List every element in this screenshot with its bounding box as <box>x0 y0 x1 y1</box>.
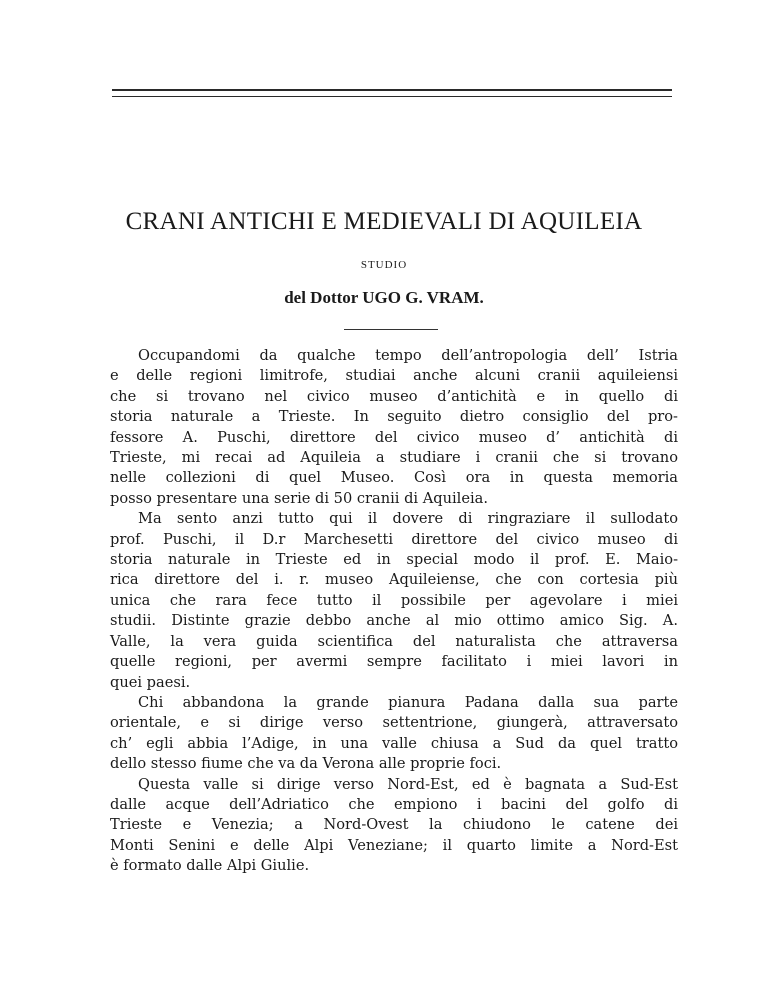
body-line: che si trovano nel civico museo d’antichità e in quello di <box>110 387 678 405</box>
body-line: Questa valle si dirige verso Nord-Est, ed è bagnata a Sud-Est <box>138 775 678 793</box>
body-line: dello stesso fiume che va da Verona alle proprie foci. <box>110 755 502 773</box>
article-body <box>110 346 678 877</box>
body-line: quelle regioni, per avermi sempre facilitato i miei lavori in <box>110 653 678 671</box>
body-line: Trieste e Venezia; a Nord-Ovest la chiudono le catene dei <box>110 816 678 834</box>
body-line: fessore A. Puschi, direttore del civico museo d’ antichità di <box>110 428 678 446</box>
body-line: Ma sento anzi tutto qui il dovere di ringraziare il sullodato <box>138 510 678 528</box>
article-author: del Dottor UGO G. VRAM. <box>284 288 484 307</box>
body-line: Valle, la vera guida scientifica del naturalista che attraversa <box>110 632 678 650</box>
body-line: Trieste, mi recai ad Aquileia a studiare i cranii che si trovano <box>110 449 678 467</box>
body-line: nelle collezioni di quel Museo. Così ora in questa memoria <box>110 469 678 487</box>
body-line: ch’ egli abbia l’Adige, in una valle chiusa a Sud da quel tratto <box>110 734 678 752</box>
body-line: è formato dalle Alpi Giulie. <box>110 857 310 875</box>
body-line: orientale, e si dirige verso settentrione, giungerà, attraversato <box>110 714 678 732</box>
body-line: e delle regioni limitrofe, studiai anche alcuni cranii aquileiensi <box>110 367 678 385</box>
body-line: quei paesi. <box>110 673 191 691</box>
body-line: Occupandomi da qualche tempo dell’antropologia dell’ Istria <box>138 347 678 364</box>
body-line: rica direttore del i. r. museo Aquileiense, che con cortesia più <box>110 571 678 589</box>
title-separator-rule <box>344 329 438 330</box>
body-line: studii. Distinte grazie debbo anche al mio ottimo amico Sig. A. <box>110 612 678 630</box>
body-line: storia naturale in Trieste ed in special modo il prof. E. Maio- <box>110 551 678 569</box>
body-line: unica che rara fece tutto il possibile per agevolare i miei <box>110 591 678 609</box>
body-line: posso presentare una serie di 50 cranii di Aquileia. <box>110 489 488 507</box>
top-rule-thin <box>112 96 672 97</box>
body-line: dalle acque dell’Adriatico che empiono i bacini del golfo di <box>110 795 678 813</box>
body-line: Chi abbandona la grande pianura Padana dalla sua parte <box>138 693 678 711</box>
top-rule-thick <box>112 89 672 91</box>
article-subtitle: STUDIO <box>360 259 408 271</box>
body-line: storia naturale a Trieste. In seguito dietro consiglio del pro- <box>110 408 678 426</box>
article-title: CRANI ANTICHI E MEDIEVALI DI AQUILEIA <box>125 208 643 235</box>
body-line: prof. Puschi, il D.r Marchesetti direttore del civico museo di <box>110 530 678 548</box>
body-line: Monti Senini e delle Alpi Veneziane; il quarto limite a Nord-Est <box>110 836 678 854</box>
